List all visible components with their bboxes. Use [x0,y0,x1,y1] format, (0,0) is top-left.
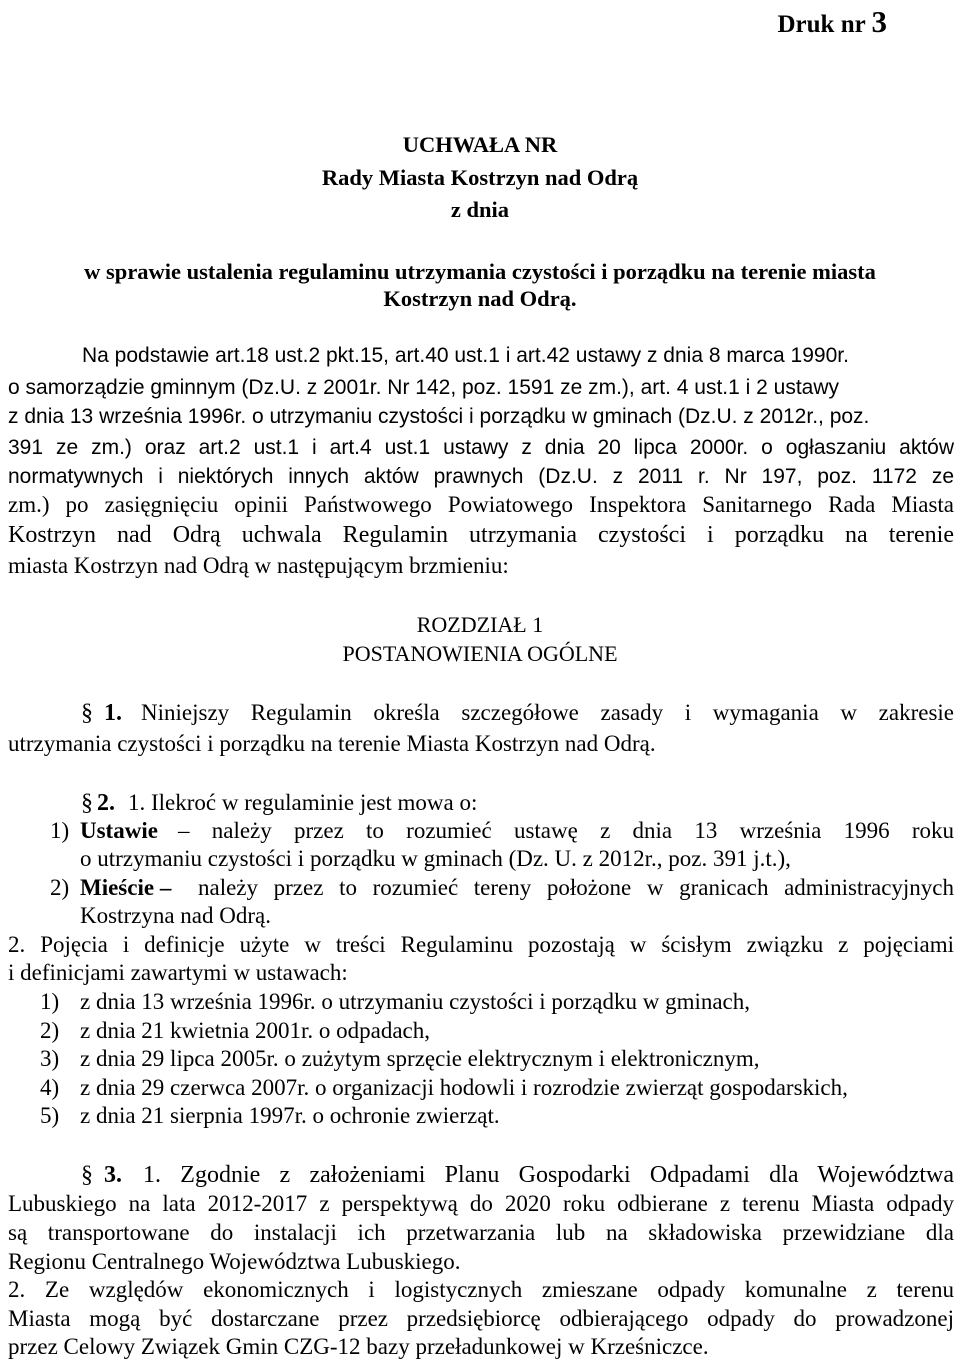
list-item: z dnia 21 sierpnia 1997r. o ochronie zwierząt. [80,1103,500,1128]
print-number-label [777,6,887,37]
list-item: z dnia 29 czerwca 2007r. o organizacji hodowli i rozrodzie zwierząt gospodarskich, [80,1075,848,1100]
preamble-line: zm.) po zasięgnięciu opinii Państwowego Powiatowego Inspektora Sanitarnego Rada Miasta [8,492,954,517]
print-number-prefix: Druk nr [777,11,872,38]
resolution-date: z dnia [450,197,510,222]
list-item: z dnia 29 lipca 2005r. o zużytym sprzęcie elektrycznym i elektronicznym, [80,1046,760,1071]
preamble-line: o samorządzie gminnym (Dz.U. z 2001r. Nr 142, poz. 1591 ze zm.), art. 4 ust.1 i 2 ustawy [8,376,840,399]
list-item-number: 3) [40,1046,60,1071]
definition-term: Mieście – [80,875,172,900]
definition-number: 2) [50,875,70,900]
definition-2-line1: należy przez to rozumieć tereny położone w granicach administracyjnych [198,875,954,900]
chapter-subtitle: POSTANOWIENIA OGÓLNE [342,641,618,666]
section-3-paragraph-2-line2: Miasta mogą być dostarczane przez przedsiębiorcę odbierającego odpady do prowadzonej [8,1306,954,1331]
chapter-title: ROZDZIAŁ 1 [416,612,544,637]
print-number-value: 3 [871,4,887,39]
resolution-subject-line2: Kostrzyn nad Odrą. [383,286,577,311]
section-3-paragraph-1-line3: są transportowane do instalacji ich przetwarzania lub na składowiska przewidziane dla [8,1220,954,1245]
section-2-intro: 1. Ilekroć w regulaminie jest mowa o: [128,790,478,815]
section-2-paragraph-2-line2: i definicjami zawartymi w ustawach: [8,960,348,985]
section-3-paragraph-1-line4: Regionu Centralnego Województwa Lubuskiego. [8,1249,461,1274]
council-name: Rady Miasta Kostrzyn nad Odrą [321,165,639,190]
list-item: z dnia 13 września 1996r. o utrzymaniu czystości i porządku w gminach, [80,989,751,1014]
section-2-paragraph-2-line1: 2. Pojęcia i definicje użyte w treści Regulaminu pozostają w ścisłym związku z pojęciami [8,932,954,957]
resolution-title: UCHWAŁA NR [402,132,558,157]
definition-2-line2: Kostrzyna nad Odrą. [80,903,271,928]
section-3-paragraph-1-line1: 1. Zgodnie z założeniami Planu Gospodarki Odpadami dla Województwa [143,1162,954,1188]
section-1-line2: utrzymania czystości i porządku na terenie Miasta Kostrzyn nad Odrą. [8,731,656,756]
definition-1-line2: o utrzymaniu czystości i porządku w gminach (Dz. U. z 2012r., poz. 391 j.t.), [80,846,791,871]
section-mark: § [81,700,93,726]
preamble-line: Kostrzyn nad Odrą uchwala Regulamin utrzymania czystości i porządku na terenie [8,522,954,548]
list-item: z dnia 21 kwietnia 2001r. o odpadach, [80,1018,431,1043]
list-item-number: 5) [40,1103,60,1128]
definition-term: Ustawie [80,818,158,843]
preamble-line: Na podstawie art.18 ust.2 pkt.15, art.40 ust.1 i art.42 ustawy z dnia 8 marca 1990r. [82,344,849,367]
preamble-line: miasta Kostrzyn nad Odrą w następującym brzmieniu: [8,553,509,578]
section-3-paragraph-1-line2: Lubuskiego na lata 2012-2017 z perspektywą do 2020 roku odbierane z terenu Miasta odpady [8,1191,954,1216]
section-1-line1: Niniejszy Regulamin określa szczegółowe zasady i wymagania w zakresie [141,700,954,725]
list-item-number: 2) [40,1018,60,1043]
preamble-line: 391 ze zm.) oraz art.2 ust.1 i art.4 ust.1 ustawy z dnia 20 lipca 2000r. o ogłaszaniu aktów [8,436,954,459]
section-number: 2. [97,790,115,816]
definition-number: 1) [50,818,70,843]
section-number: 3. [104,1162,122,1188]
list-item-number: 1) [40,989,60,1014]
preamble-line: z dnia 13 września 1996r. o utrzymaniu czystości i porządku w gminach (Dz.U. z 2012r., poz. [8,405,870,428]
preamble-line: normatywnych i niektórych innych aktów prawnych (Dz.U. z 2011 r. Nr 197, poz. 1172 ze [8,465,954,488]
section-3-paragraph-2-line1: 2. Ze względów ekonomicznych i logistycznych zmieszane odpady komunalne z terenu [8,1277,954,1302]
section-3-paragraph-2-line3: przez Celowy Związek Gmin CZG-12 bazy przeładunkowej w Krześniczce. [8,1334,709,1359]
section-number: 1. [104,700,122,726]
list-item-number: 4) [40,1075,60,1100]
section-mark: § [81,790,93,816]
resolution-subject-line1: w sprawie ustalenia regulaminu utrzymania czystości i porządku na terenie miasta [84,259,876,284]
section-mark: § [81,1162,93,1188]
definition-1-line1: – należy przez to rozumieć ustawę z dnia 13 września 1996 roku [178,818,954,843]
